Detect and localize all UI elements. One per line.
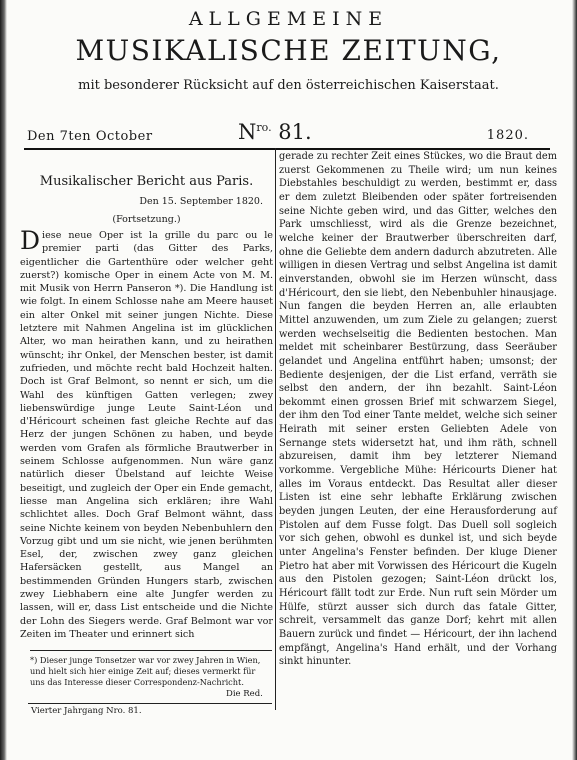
issue-prefix: N — [238, 120, 257, 144]
article-title: Musikalischer Bericht aus Paris. — [39, 174, 254, 189]
issue-number-value: 81. — [278, 120, 312, 144]
footnote-rule — [30, 650, 272, 651]
masthead-subtitle: mit besonderer Rücksicht auf den österreichischen Kaiserstaat. — [78, 78, 499, 93]
article-body-left-text: iese neue Oper ist la grille du parc ou le premier parti (das Gitter des Parks, eigentlicher die Gartenthüre oder welcher geht zuerst?) komische Oper in einem Acte von M. M. mit Musik von Herrn Panseron *). Die Handlung ist wie folgt. In einem Schlosse nahe am Meere hauset ein alter Onkel mit seiner jungen Nichte. Diese letztere mit Nahmen Angelina ist im glücklichen Alter, wo man heirathen kann, und zu heirathen wünscht; ihr Onkel, der Menschen bester, ist damit zufrieden, und möchte recht bald Hochzeit halten. Doch ist Graf Belmont, so nennt er sich, um die Wahl des künftigen Gatten verlegen; zwey liebenswürdige junge Leute Saint-Léon und d'Héricourt scheinen fast gleiche Rechte auf das Herz der jungen Schönen zu haben, und beyde werden vom Grafen als förmliche Brautwerber in seinem Schlosse aufgenommen. Nun wäre ganz natürlich dieser Übelstand auf leichte Weise beseitigt, und zugleich der Oper ein Ende gemacht, liesse man Angelina sich erklären; ihre Wahl schlichtet alles. Doch Graf Belmont wähnt, dass seine Nichte keinem von beyden Nebenbuhlern den Vorzug gibt und um sie nicht, wie jenen berühmten Esel, der, zwischen zwey ganz gleichen Hafersäcken gestellt, aus Mangel an bestimmenden Gründen Hungers starb, zwischen zwey Liebhabern eine alte Jungfer werden zu lassen, will er, dass List entscheide und die Nichte der Lohn des Siegers werde. Graf Belmont war vor Zeiten im Theater und erinnert sich — [20, 230, 273, 640]
dateline — [0, 118, 577, 146]
article-body-left — [20, 226, 273, 641]
issue-date: Den 7ten October — [27, 129, 153, 144]
article-dateline: Den 15. September 1820. — [139, 196, 263, 207]
column-divider — [275, 148, 276, 710]
footnote: *) Dieser junge Tonsetzer war vor zwey Jahren in Wien, und hielt sich hier einige Zeit auf; dieses vermerkt für uns das Interesse dieser Correspondenz-Nachricht. — [30, 655, 261, 687]
masthead-title: MUSIKALISCHE ZEITUNG, — [75, 34, 502, 67]
article-body-right: gerade zu rechter Zeit eines Stückes, wo die Braut dem zuerst Gekommenen zu Theile wird; um nun keines Diebstahles beschuldigt zu werden, bestimmt er, dass er dem zuletzt Bleibenden oder später fortreisenden seine Nichte geben wird, und das Gitter, welches den Park umschliesst, wird als die Grenze bezeichnet, welche keiner der Brautwerber überschreiten darf, ohne die Geliebte dem andern dadurch abzutreten. Alle willigen in diesen Vertrag und selbst Angelina ist damit einverstanden, obwohl sie im Herzen wünscht, dass d'Héricourt, den sie liebt, den Nebenbuhler hinausjage. Nun fangen die beyden Herren an, alle erlaubten Mittel anzuwenden, um zum Ziele zu gelangen; zuerst werden wechselseitig die Bedienten bestochen. Man meldet mit scheinbarer Bestürzung, dass Seeräuber gelandet und Angelina entführt haben; umsonst; der Bediente desjenigen, der die List erfand, verräth sie selbst den andern, der ihn bezahlt. Saint-Léon bekommt einen grossen Brief mit schwarzem Siegel, der ihm den Tod einer Tante meldet, welche sich seiner Heirath mit seiner ersten Geliebten Adele von Sernange stets widersetzt hat, und ihm räth, schnell abzureisen, damit ihm bey letzterer Niemand vorkomme. Vergebliche Mühe: Héricourts Diener hat alles im Voraus entdeckt. Das Resultat aller dieser Listen ist eine sehr lebhafte Erklärung zwischen beyden jungen Leuten, der eine Herausforderung auf Pistolen auf dem Fusse folgt. Das Duell soll sogleich vor sich gehen, obwohl es dunkel ist, und sich beyde unter Angelina's Fenster befinden. Der kluge Diener Pietro hat aber mit Vorwissen des Héricourt die Kugeln aus den Pistolen gezogen; Saint-Léon drückt los, Héricourt fällt todt zur Erde. Nun ruft sein Mörder um Hülfe, stürzt ausser sich durch das fatale Gitter, schreit, versammelt das ganze Dorf; kehrt mit allen Bauern zurück und findet — Héricourt, der ihn lachend empfängt, Angelina's Hand erhält, und der Vorhang sinkt hinunter. — [279, 151, 557, 668]
scan-shadow-right — [572, 0, 577, 760]
article-continuation: (Fortsetzung.) — [112, 214, 181, 225]
footer-signature: Vierter Jahrgang Nro. 81. — [31, 706, 142, 716]
issue-abbr: ro. — [256, 121, 272, 134]
footnote-signature: Die Red. — [226, 689, 263, 699]
issue-year: 1820. — [486, 128, 529, 143]
left-column — [20, 173, 273, 641]
masthead-line-1: ALLGEMEINE — [188, 8, 389, 30]
right-column — [279, 150, 557, 669]
footer-rule — [28, 703, 272, 704]
drop-cap: D — [20, 226, 41, 255]
issue-number — [238, 120, 312, 144]
scan-shadow-left — [0, 0, 7, 760]
